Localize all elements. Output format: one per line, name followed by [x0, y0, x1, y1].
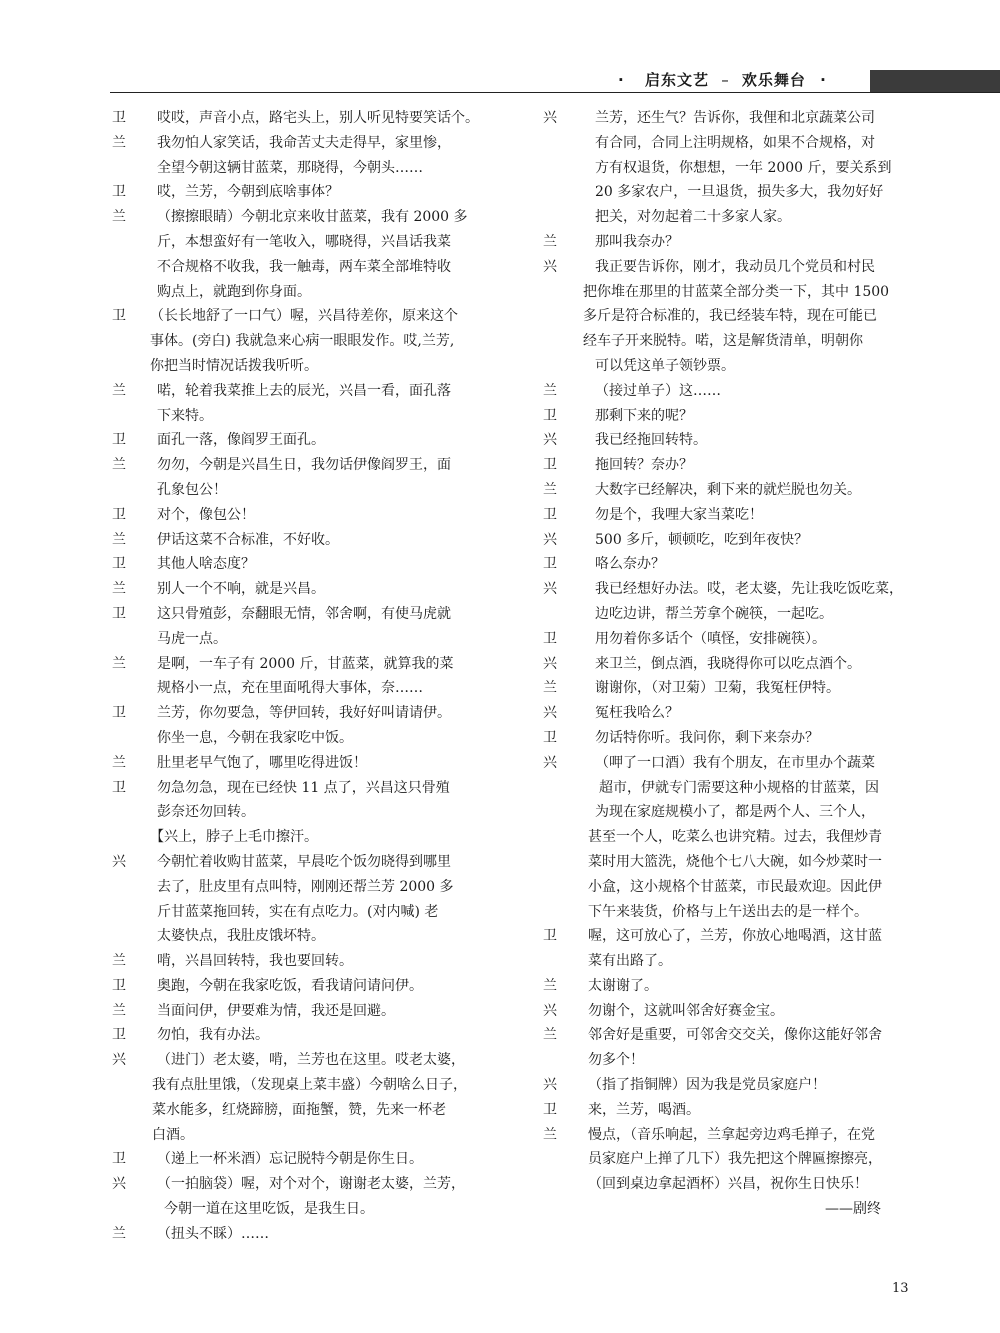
dialogue-text: 全望今朝这辆甘蓝菜，那晓得，今朝头……: [157, 159, 423, 176]
script-line: [543, 354, 913, 379]
script-line: [112, 1023, 492, 1048]
script-line: [543, 577, 913, 602]
script-line: [112, 478, 492, 503]
script-line: [543, 205, 913, 230]
dialogue-text: 兰芳，还生气？告诉你，我俚和北京蔬菜公司: [595, 110, 875, 126]
speaker-label: 兰: [112, 953, 126, 970]
header-dot-right: ·: [820, 71, 827, 89]
speaker-label: 卫: [543, 556, 557, 573]
speaker-label: 兰: [112, 1225, 126, 1242]
script-line: [112, 652, 492, 677]
script-line: [112, 726, 492, 751]
dialogue-text: 伊话这菜不合标准，不好收。: [157, 531, 339, 548]
script-line: [543, 404, 913, 429]
dialogue-text: 哎哎，声音小点，路宅头上，别人听见特要笑话个。: [157, 110, 479, 126]
speaker-label: 卫: [112, 506, 126, 523]
dialogue-text: （呷了一口酒）我有个朋友，在市里办个蔬菜: [595, 754, 875, 771]
speaker-label: 兰: [543, 977, 557, 994]
dialogue-text: 用勿着你多话个（嗔怪，安排碗筷）。: [595, 630, 826, 647]
script-line: [543, 503, 913, 528]
dialogue-text: 勿话特你听。我问你，剩下来奈办？: [595, 729, 819, 746]
speaker-label: 兰: [112, 655, 126, 672]
dialogue-text: 甚至一个人，吃菜么也讲究精。过去，我俚炒青: [588, 829, 882, 846]
dialogue-text: 面孔一落，像阎罗王面孔。: [157, 432, 325, 449]
script-line: [543, 478, 913, 503]
script-line: [112, 156, 492, 181]
speaker-label: 兴: [543, 531, 557, 548]
dialogue-text: 哎，兰芳，今朝到底啥事体？: [157, 184, 339, 201]
dialogue-text: （回到桌边拿起酒杯）兴昌，祝你生日快乐！: [588, 1176, 868, 1193]
script-line: [112, 131, 492, 156]
script-line: [543, 1197, 913, 1222]
dialogue-text: 慢点，（音乐响起，兰拿起旁边鸡毛掸子，在党: [588, 1126, 875, 1143]
script-line: [543, 528, 913, 553]
dialogue-text: （擦擦眼睛）今朝北京来收甘蓝菜，我有 2000 多: [157, 209, 468, 226]
dialogue-text: 冤枉我哈么？: [595, 705, 679, 722]
script-line: [112, 627, 492, 652]
speaker-label: 卫: [112, 1151, 126, 1168]
dialogue-text: 事体。(旁白) 我就急来心病一眼眼发作。哎,兰芳,: [150, 333, 455, 350]
dialogue-text: 勿急勿急，现在已经快 11 点了，兴昌这只骨殖: [157, 779, 450, 796]
speaker-label: 兴: [543, 432, 557, 449]
script-line: [543, 800, 913, 825]
dialogue-text: 这只骨殖彭，奈翻眼无情，邻舍啊，有使马虎就: [157, 605, 451, 622]
speaker-label: 兰: [112, 1002, 126, 1019]
speaker-label: 兰: [112, 754, 126, 771]
script-line: [112, 974, 492, 999]
script-line: [112, 255, 492, 280]
speaker-label: 兰: [543, 1126, 557, 1143]
script-line: [543, 726, 913, 751]
dialogue-text: 可以凭这单子领钞票。: [595, 357, 735, 374]
dialogue-text: 太婆快点，我肚皮饿坏特。: [157, 928, 325, 945]
dialogue-text: （指了指铜牌）因为我是党员家庭户！: [588, 1077, 826, 1094]
dialogue-text: 经车子开来脱特。喏，这是解货清单，明朝你: [583, 333, 863, 350]
dialogue-text: 啃，兴昌回转特，我也要回转。: [157, 953, 353, 970]
script-line: [543, 850, 913, 875]
dialogue-text: 喔，这可放心了，兰芳，你放心地喝酒，这甘蓝: [588, 928, 882, 945]
speaker-label: 兰: [112, 382, 126, 399]
script-line: [112, 676, 492, 701]
speaker-label: 兰: [112, 209, 126, 226]
script-line: [112, 180, 492, 205]
script-line: [112, 280, 492, 305]
dialogue-text: 别人一个不响，就是兴昌。: [157, 581, 325, 598]
script-line: [112, 1197, 492, 1222]
speaker-label: 卫: [112, 308, 126, 325]
script-line: [543, 329, 913, 354]
script-line: [112, 701, 492, 726]
header-rule: [110, 92, 1000, 93]
dialogue-text: 菜时用大篮洗，烧他个七八大碗，如今炒菜时一: [588, 853, 882, 870]
script-line: [112, 1222, 492, 1247]
dialogue-text: 大数字已经解决，剩下来的就烂脱也勿关。: [595, 481, 861, 498]
dialogue-text: 喏，轮着我菜推上去的辰光，兴昌一看，面孔落: [157, 382, 451, 399]
script-line: [112, 428, 492, 453]
dialogue-text: 勿多个！: [588, 1052, 644, 1069]
script-line: [112, 1098, 492, 1123]
dialogue-text: 其他人啥态度？: [157, 556, 255, 573]
script-line: [543, 1123, 913, 1148]
left-column: [112, 106, 492, 1247]
speaker-label: 兰: [543, 1027, 557, 1044]
script-line: [112, 329, 492, 354]
dialogue-text: 咯么奈办？: [595, 556, 665, 573]
script-line: [112, 354, 492, 379]
script-line: [543, 825, 913, 850]
dialogue-text: 谢谢你，（对卫菊）卫菊，我冤枉伊特。: [595, 680, 840, 697]
speaker-label: 卫: [543, 1101, 557, 1118]
dialogue-text: 斤甘蓝菜拖回转，实在有点吃力。(对内喊) 老: [157, 903, 439, 920]
speaker-label: 卫: [543, 729, 557, 746]
script-line: [112, 825, 492, 850]
script-line: [543, 180, 913, 205]
dialogue-text: 那剩下来的呢？: [595, 407, 693, 424]
speaker-label: 兴: [543, 655, 557, 672]
dialogue-text: 员家庭户上掸了几下）我先把这个牌匾擦擦亮，: [588, 1151, 882, 1168]
script-line: [112, 304, 492, 329]
dialogue-text: 方有权退货，你想想，一年 2000 斤，要关系到: [595, 159, 892, 176]
dialogue-text: （扭头不睬）……: [157, 1225, 269, 1242]
script-line: [112, 528, 492, 553]
script-line: [112, 850, 492, 875]
script-line: [112, 404, 492, 429]
script-line: [112, 924, 492, 949]
dialogue-text: 勿谢个，这就叫邻舍好赛金宝。: [588, 1002, 784, 1019]
dialogue-text: 你坐一息，今朝在我家吃中饭。: [157, 729, 353, 746]
script-line: [543, 652, 913, 677]
dialogue-text: 孔象包公！: [157, 481, 227, 498]
dialogue-text: 勿怕，我有办法。: [157, 1027, 269, 1044]
magazine-title: 启东文艺: [644, 71, 709, 89]
script-line: [543, 453, 913, 478]
dialogue-text: 不合规格不收我，我一触毒，两车菜全部堆特收: [157, 258, 451, 275]
script-line: [543, 1048, 913, 1073]
script-line: [543, 627, 913, 652]
script-line: [543, 428, 913, 453]
dialogue-text: 下来特。: [157, 407, 213, 424]
dialogue-text: 邻舍好是重要，可邻舍交交关，像你这能好邻舍: [588, 1027, 882, 1044]
dialogue-text: （递上一杯米酒）忘记脱特今朝是你生日。: [157, 1151, 423, 1168]
script-line: [112, 106, 492, 131]
speaker-label: 卫: [112, 605, 126, 622]
script-line: [112, 776, 492, 801]
speaker-label: 卫: [543, 928, 557, 945]
script-line: [112, 453, 492, 478]
script-line: [112, 1147, 492, 1172]
dialogue-text: （接过单子）这……: [595, 382, 721, 399]
dialogue-text: 勿勿，今朝是兴昌生日，我勿话伊像阎罗王，面: [157, 457, 451, 474]
dialogue-text: 500 多斤，顿顿吃，吃到年夜快？: [595, 531, 809, 548]
dialogue-text: 来，兰芳，喝酒。: [588, 1101, 700, 1118]
script-line: [543, 751, 913, 776]
script-line: [543, 230, 913, 255]
speaker-label: 兴: [112, 1052, 126, 1069]
dialogue-text: 今朝一道在这里吃饭，是我生日。: [164, 1201, 374, 1218]
dialogue-text: 为现在家庭规模小了，都是两个人、三个人，: [595, 804, 875, 821]
header-dark-block: [870, 70, 1000, 92]
script-line: [112, 949, 492, 974]
speaker-label: 兰: [112, 581, 126, 598]
speaker-label: 兰: [543, 382, 557, 399]
dialogue-text: 小盒，这小规格个甘蓝菜，市民最欢迎。因此伊: [588, 878, 882, 895]
script-line: [112, 503, 492, 528]
script-line: [112, 1172, 492, 1197]
script-line: [112, 205, 492, 230]
script-line: [112, 900, 492, 925]
dialogue-text: 太谢谢了。: [588, 977, 658, 994]
right-column: [543, 106, 913, 1222]
dialogue-text: 那叫我奈办？: [595, 233, 679, 250]
dialogue-text: 菜有出路了。: [588, 953, 672, 970]
dialogue-text: 勿是个，我哩大家当菜吃！: [595, 506, 763, 523]
speaker-label: 卫: [543, 506, 557, 523]
script-line: [543, 280, 913, 305]
script-line: [112, 875, 492, 900]
dialogue-text: ——剧终: [825, 1201, 881, 1218]
script-line: [543, 1023, 913, 1048]
header-dot-left: ·: [618, 71, 625, 89]
speaker-label: 卫: [112, 705, 126, 722]
script-line: [543, 552, 913, 577]
dialogue-text: 超市，伊就专门需要这种小规格的甘蓝菜，因: [599, 779, 879, 796]
speaker-label: 兴: [543, 581, 557, 598]
dialogue-text: 我勿怕人家笑话，我命苦丈夫走得早，家里惨，: [157, 134, 451, 151]
dialogue-text: 兰芳，你勿要急，等伊回转，我好好叫请请伊。: [157, 705, 451, 722]
dialogue-text: 购点上，就跑到你身面。: [157, 283, 311, 300]
script-line: [112, 1073, 492, 1098]
script-line: [112, 379, 492, 404]
dialogue-text: 白酒。: [152, 1126, 194, 1143]
dialogue-text: 菜水能多，红烧蹄膀，面拖蟹，赞，先来一杯老: [152, 1101, 446, 1118]
dialogue-text: 斤，本想蛮好有一笔收入，哪晓得，兴昌话我菜: [157, 233, 451, 250]
speaker-label: 兴: [543, 258, 557, 275]
speaker-label: 兰: [112, 134, 126, 151]
dialogue-text: 当面问伊，伊要难为情，我还是回避。: [157, 1002, 395, 1019]
script-line: [543, 875, 913, 900]
script-line: [543, 156, 913, 181]
speaker-label: 兴: [543, 1077, 557, 1094]
dialogue-text: 去了，肚皮里有点叫特，刚刚还帮兰芳 2000 多: [157, 878, 454, 895]
script-line: [543, 974, 913, 999]
script-line: [543, 131, 913, 156]
dialogue-text: 你把当时情况话拨我听听。: [150, 357, 318, 374]
section-title: 欢乐舞台: [741, 71, 806, 89]
script-line: [543, 676, 913, 701]
speaker-label: 卫: [112, 779, 126, 796]
speaker-label: 卫: [112, 432, 126, 449]
speaker-label: 兴: [112, 1176, 126, 1193]
script-line: [543, 949, 913, 974]
script-line: [543, 106, 913, 131]
dialogue-text: 马虎一点。: [157, 630, 227, 647]
speaker-label: 卫: [112, 1027, 126, 1044]
dialogue-text: 有合同，合同上注明规格，如果不合规格，对: [595, 134, 875, 151]
dialogue-text: （一拍脑袋）喔，对个对个，谢谢老太婆，兰芳，: [157, 1176, 465, 1193]
speaker-label: 卫: [543, 630, 557, 647]
dialogue-text: 来卫兰，倒点酒，我晓得你可以吃点酒个。: [595, 655, 861, 672]
speaker-label: 卫: [112, 556, 126, 573]
script-line: [112, 1048, 492, 1073]
script-line: [543, 602, 913, 627]
script-line: [112, 751, 492, 776]
script-line: [112, 1123, 492, 1148]
dialogue-text: 我已经想好办法。哎，老太婆，先让我吃饭吃菜，: [595, 581, 903, 598]
dialogue-text: 对个，像包公！: [157, 506, 255, 523]
dialogue-text: 把你堆在那里的甘蓝菜全部分类一下，其中 1500: [583, 283, 890, 300]
header-dash: –: [721, 71, 730, 89]
speaker-label: 兰: [543, 481, 557, 498]
speaker-label: 兴: [543, 110, 557, 126]
script-line: [543, 999, 913, 1024]
script-line: [112, 602, 492, 627]
speaker-label: 兴: [543, 1002, 557, 1019]
speaker-label: 兰: [543, 680, 557, 697]
dialogue-text: 今朝忙着收购甘蓝菜，早晨吃个饭勿晓得到哪里: [157, 853, 451, 870]
dialogue-text: 多斤是符合标准的，我已经装车特，现在可能已: [583, 308, 877, 325]
speaker-label: 兴: [112, 853, 126, 870]
dialogue-text: 把关，对勿起着二十多家人家。: [595, 209, 791, 226]
dialogue-text: 彭奈还勿回转。: [157, 804, 255, 821]
speaker-label: 兰: [543, 233, 557, 250]
running-header: [618, 68, 827, 92]
script-line: [543, 701, 913, 726]
script-line: [543, 1098, 913, 1123]
script-line: [543, 1172, 913, 1197]
dialogue-text: 20 多家农户，一旦退货，损失多大，我勿好好: [595, 184, 884, 201]
script-line: [112, 577, 492, 602]
dialogue-text: 我有点肚里饿，（发现桌上菜丰盛）今朝啥么日子，: [152, 1077, 467, 1094]
speaker-label: 卫: [543, 457, 557, 474]
dialogue-text: 规格小一点，充在里面吼得大事体，奈……: [157, 680, 423, 697]
dialogue-text: 边吃边讲，帮兰芳拿个碗筷，一起吃。: [595, 605, 833, 622]
script-line: [543, 304, 913, 329]
script-line: [543, 776, 913, 801]
dialogue-text: 下午来装货，价格与上午送出去的是一样个。: [588, 903, 868, 920]
dialogue-text: 我正要告诉你，刚才，我动员几个党员和村民: [595, 258, 875, 275]
script-line: [543, 255, 913, 280]
speaker-label: 卫: [543, 407, 557, 424]
speaker-label: 兴: [543, 754, 557, 771]
script-line: [543, 1073, 913, 1098]
speaker-label: 兴: [543, 705, 557, 722]
dialogue-text: 【兴上，脖子上毛巾擦汗。: [150, 829, 318, 846]
dialogue-text: 奥跑，今朝在我家吃饭，看我请问请问伊。: [157, 977, 423, 994]
script-line: [543, 900, 913, 925]
script-line: [112, 999, 492, 1024]
speaker-label: 兰: [112, 531, 126, 548]
script-line: [543, 1147, 913, 1172]
dialogue-text: 拖回转？奈办？: [595, 457, 693, 474]
dialogue-text: （长长地舒了一口气）喔，兴昌待差你，原来这个: [150, 308, 458, 325]
script-line: [112, 800, 492, 825]
dialogue-text: 肚里老早气饱了，哪里吃得进饭！: [157, 754, 367, 771]
script-line: [112, 552, 492, 577]
dialogue-text: 我已经拖回转特。: [595, 432, 707, 449]
script-line: [543, 924, 913, 949]
script-line: [112, 230, 492, 255]
dialogue-text: （进门）老太婆，啃，兰芳也在这里。哎老太婆，: [157, 1052, 465, 1069]
script-line: [543, 379, 913, 404]
speaker-label: 卫: [112, 977, 126, 994]
page-number: 13: [892, 1281, 909, 1296]
speaker-label: 卫: [112, 110, 126, 126]
speaker-label: 卫: [112, 184, 126, 201]
speaker-label: 兰: [112, 457, 126, 474]
dialogue-text: 是啊，一车子有 2000 斤，甘蓝菜，就算我的菜: [157, 655, 454, 672]
